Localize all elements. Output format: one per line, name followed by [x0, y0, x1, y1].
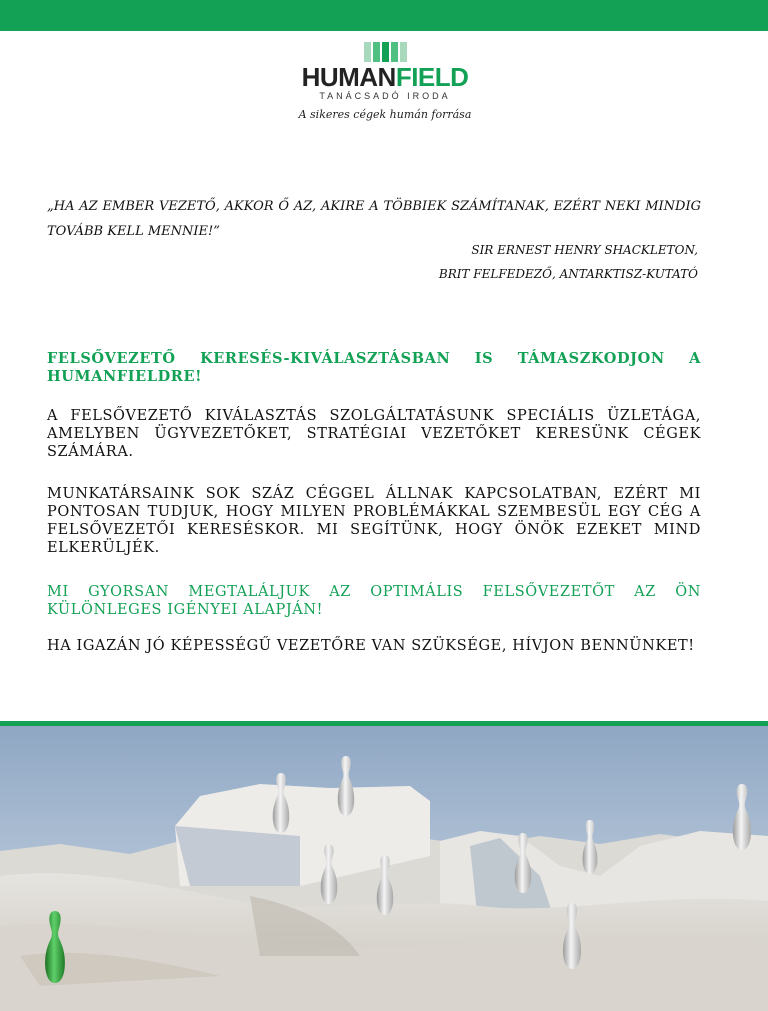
quote-author: SIR ERNEST HENRY SHACKLETON,	[471, 243, 698, 257]
quote-author-title: BRIT FELFEDEZŐ, ANTARKTISZ-KUTATÓ	[438, 267, 698, 281]
logo-wordmark: HUMANFIELD	[301, 62, 469, 92]
highlight-text: MI GYORSAN MEGTALÁLJUK AZ OPTIMÁLIS FELSŐVEZETŐT AZ ÖN KÜLÖNLEGES IGÉNYEI ALAPJÁN!	[47, 584, 701, 618]
people-icon	[290, 42, 480, 62]
logo-subtitle: TANÁCSADÓ IRODA	[319, 91, 451, 101]
paragraph-service: A FELSŐVEZETŐ KIVÁLASZTÁS SZOLGÁLTATÁSUNK SPECIÁLIS ÜZLETÁGA, AMELYBEN ÜGYVEZETŐKET, STRATÉGIAI VEZETŐKET KERESÜNK CÉGEK SZÁMÁRA.	[47, 408, 701, 460]
logo-tagline: A sikeres cégek humán forrása	[298, 108, 472, 121]
humanfield-logo	[290, 42, 480, 134]
paragraph-experience: MUNKATÁRSAINK SOK SZÁZ CÉGGEL ÁLLNAK KAPCSOLATBAN, EZÉRT MI PONTOSAN TUDJUK, HOGY MILYEN PROBLÉMÁKKAL SZEMBESÜL EGY CÉG A FELSŐVEZETŐI KERESÉSKOR. MI SEGÍTÜNK, HOGY ÖNÖK EZEKET MIND ELKERÜLJÉK.	[47, 486, 701, 556]
top-green-bar	[0, 0, 768, 31]
headline: FELSŐVEZETŐ KERESÉS-KIVÁLASZTÁSBAN IS TÁMASZKODJON A HUMANFIELDRE!	[47, 350, 701, 385]
antarctic-bowling-pins-photo	[0, 726, 768, 1011]
call-to-action: HA IGAZÁN JÓ KÉPESSÉGŰ VEZETŐRE VAN SZÜKSÉGE, HÍVJON BENNÜNKET!	[47, 638, 695, 654]
leadership-quote: „HA AZ EMBER VEZETŐ, AKKOR Ő AZ, AKIRE A TÖBBIEK SZÁMÍTANAK, EZÉRT NEKI MINDIG TOVÁBB KELL MENNIE!”	[47, 199, 701, 239]
